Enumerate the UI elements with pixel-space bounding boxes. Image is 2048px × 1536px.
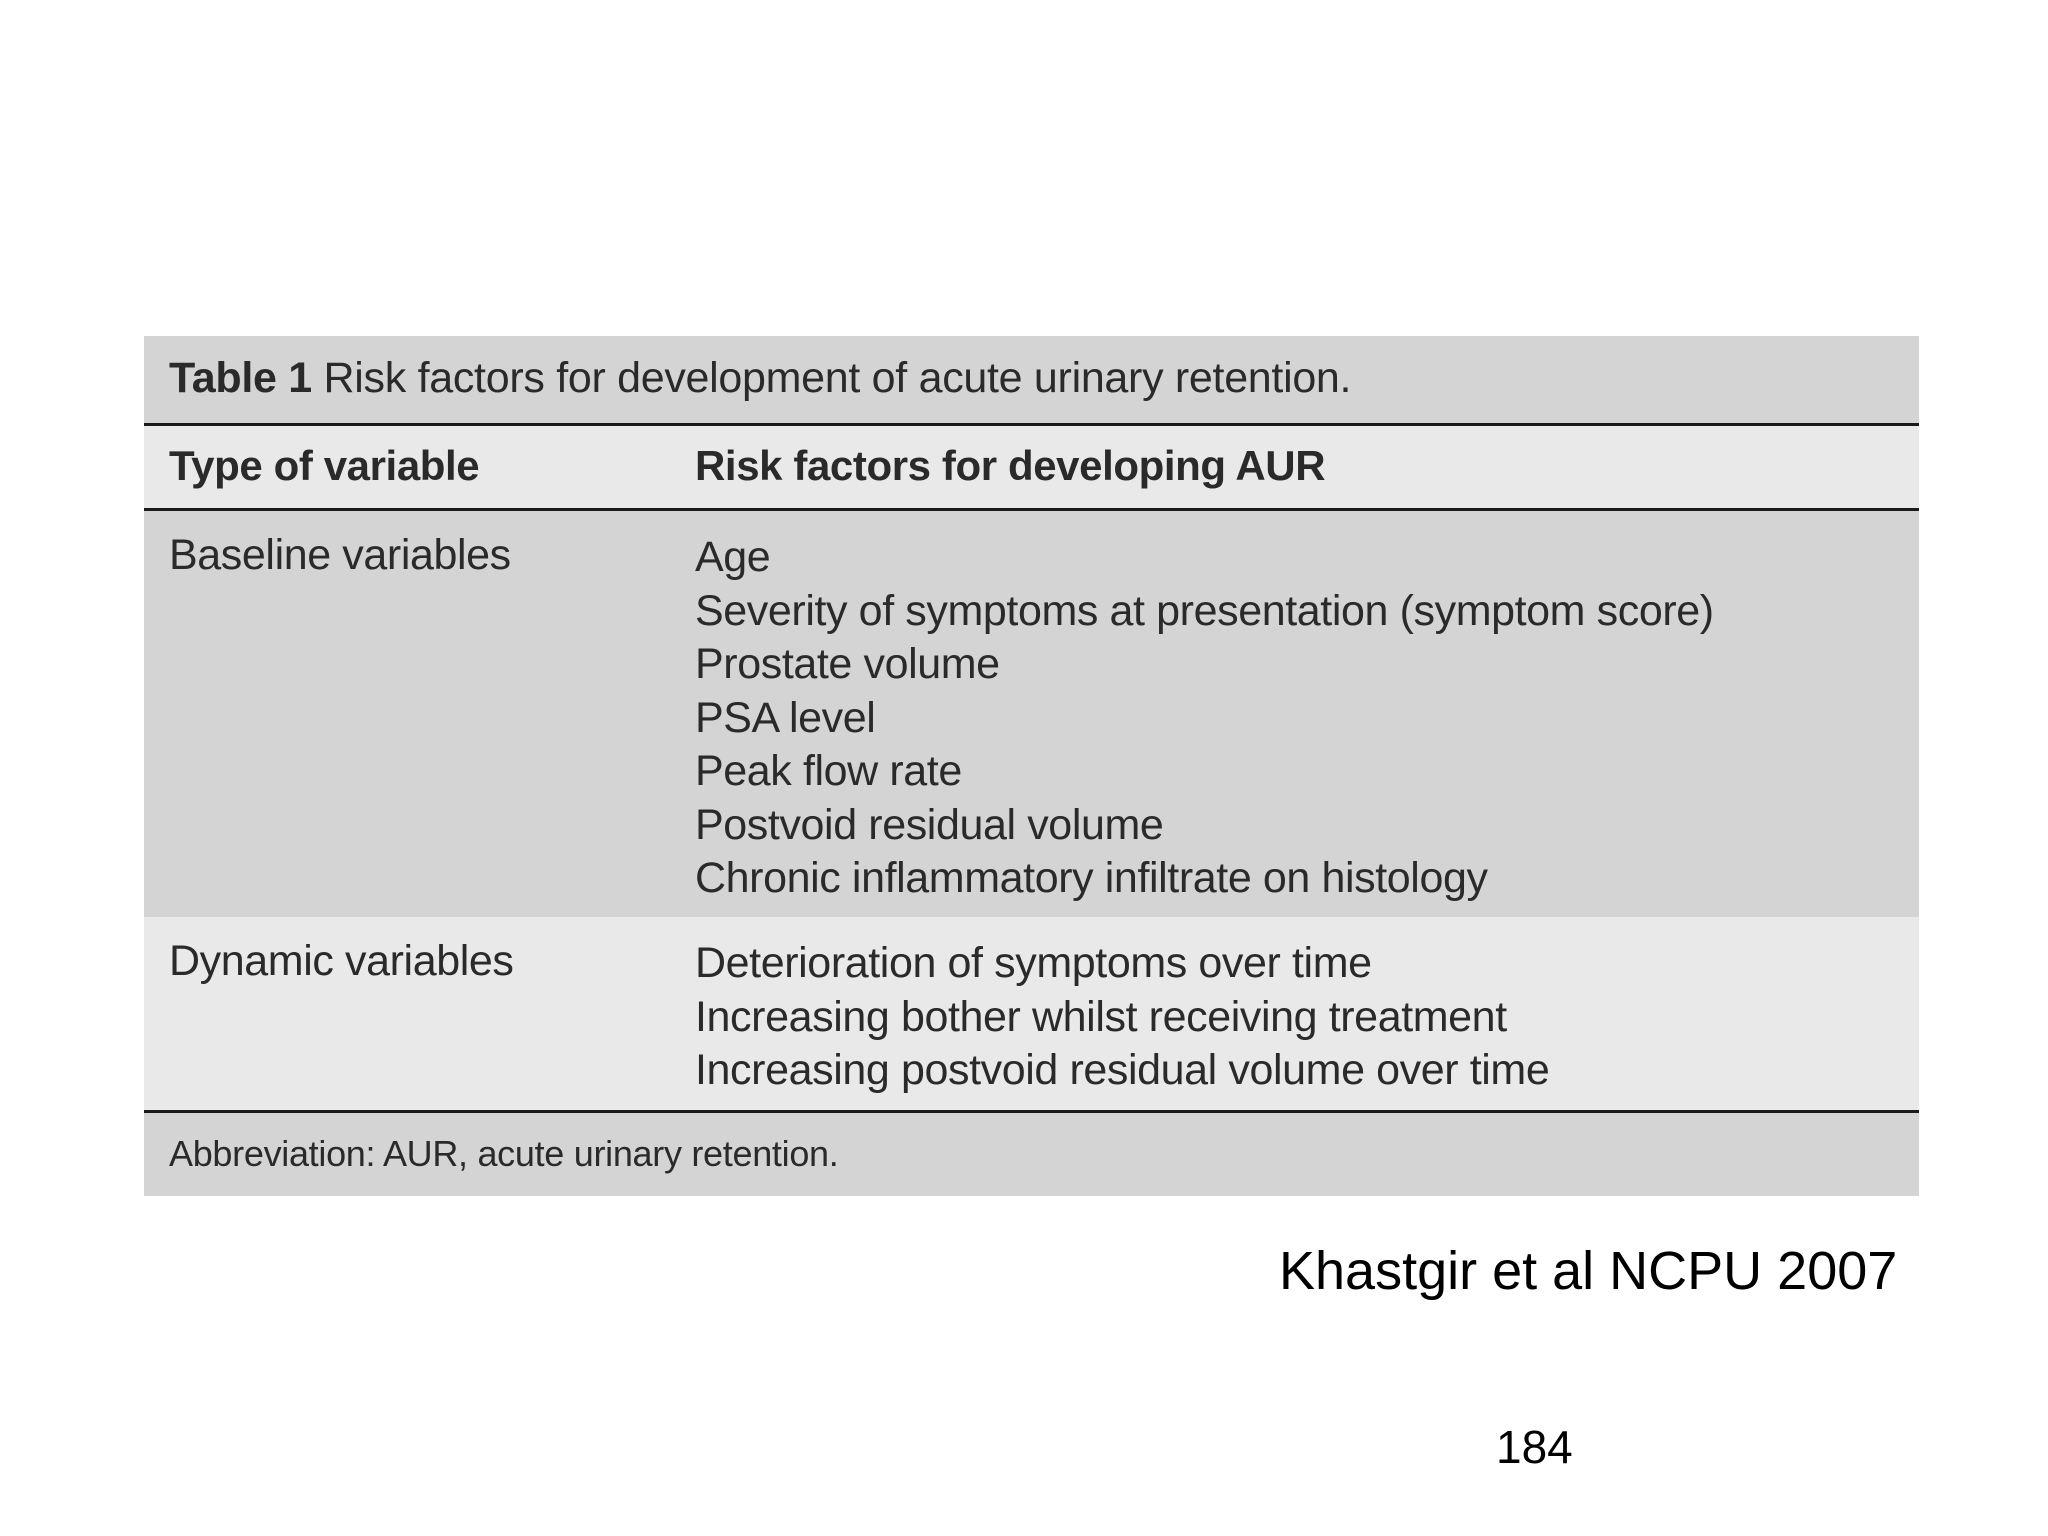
risk-factor-item: Increasing postvoid residual volume over time bbox=[695, 1046, 1550, 1094]
risk-factor-item: Postvoid residual volume bbox=[695, 800, 1164, 849]
page-number: 184 bbox=[1496, 1421, 1573, 1473]
table-header-row bbox=[144, 426, 1919, 511]
row-label-baseline: Baseline variables bbox=[169, 531, 511, 579]
table-caption-title: Risk factors for development of acute urinary retention. bbox=[323, 354, 1352, 402]
risk-factor-item: Chronic inflammatory infiltrate on histology bbox=[695, 854, 1488, 902]
risk-factor-item: PSA level bbox=[695, 693, 876, 742]
table-row-dynamic bbox=[144, 917, 1919, 1113]
dynamic-factor-list bbox=[695, 937, 1549, 1098]
table-footnote-row bbox=[144, 1113, 1919, 1196]
baseline-factor-list bbox=[695, 531, 1714, 906]
table-caption-text bbox=[169, 354, 1351, 403]
table-caption bbox=[144, 336, 1919, 426]
header-type-of-variable: Type of variable bbox=[169, 442, 480, 489]
header-risk-factors: Risk factors for developing AUR bbox=[695, 442, 1326, 489]
risk-factor-item: Prostate volume bbox=[695, 640, 1000, 688]
table-caption-label: Table 1 bbox=[169, 354, 312, 402]
table-footnote: Abbreviation: AUR, acute urinary retention. bbox=[169, 1133, 839, 1174]
table-row-baseline bbox=[144, 511, 1919, 917]
risk-factors-table bbox=[144, 336, 1919, 1196]
risk-factor-item: Deterioration of symptoms over time bbox=[695, 939, 1372, 987]
risk-factor-item: Severity of symptoms at presentation (symptom score) bbox=[695, 586, 1714, 635]
row-label-dynamic: Dynamic variables bbox=[169, 937, 514, 985]
risk-factor-item: Increasing bother whilst receiving treatment bbox=[695, 992, 1507, 1041]
risk-factor-item: Peak flow rate bbox=[695, 747, 962, 795]
risk-factor-item: Age bbox=[695, 533, 771, 581]
citation: Khastgir et al NCPU 2007 bbox=[1279, 1241, 1898, 1301]
